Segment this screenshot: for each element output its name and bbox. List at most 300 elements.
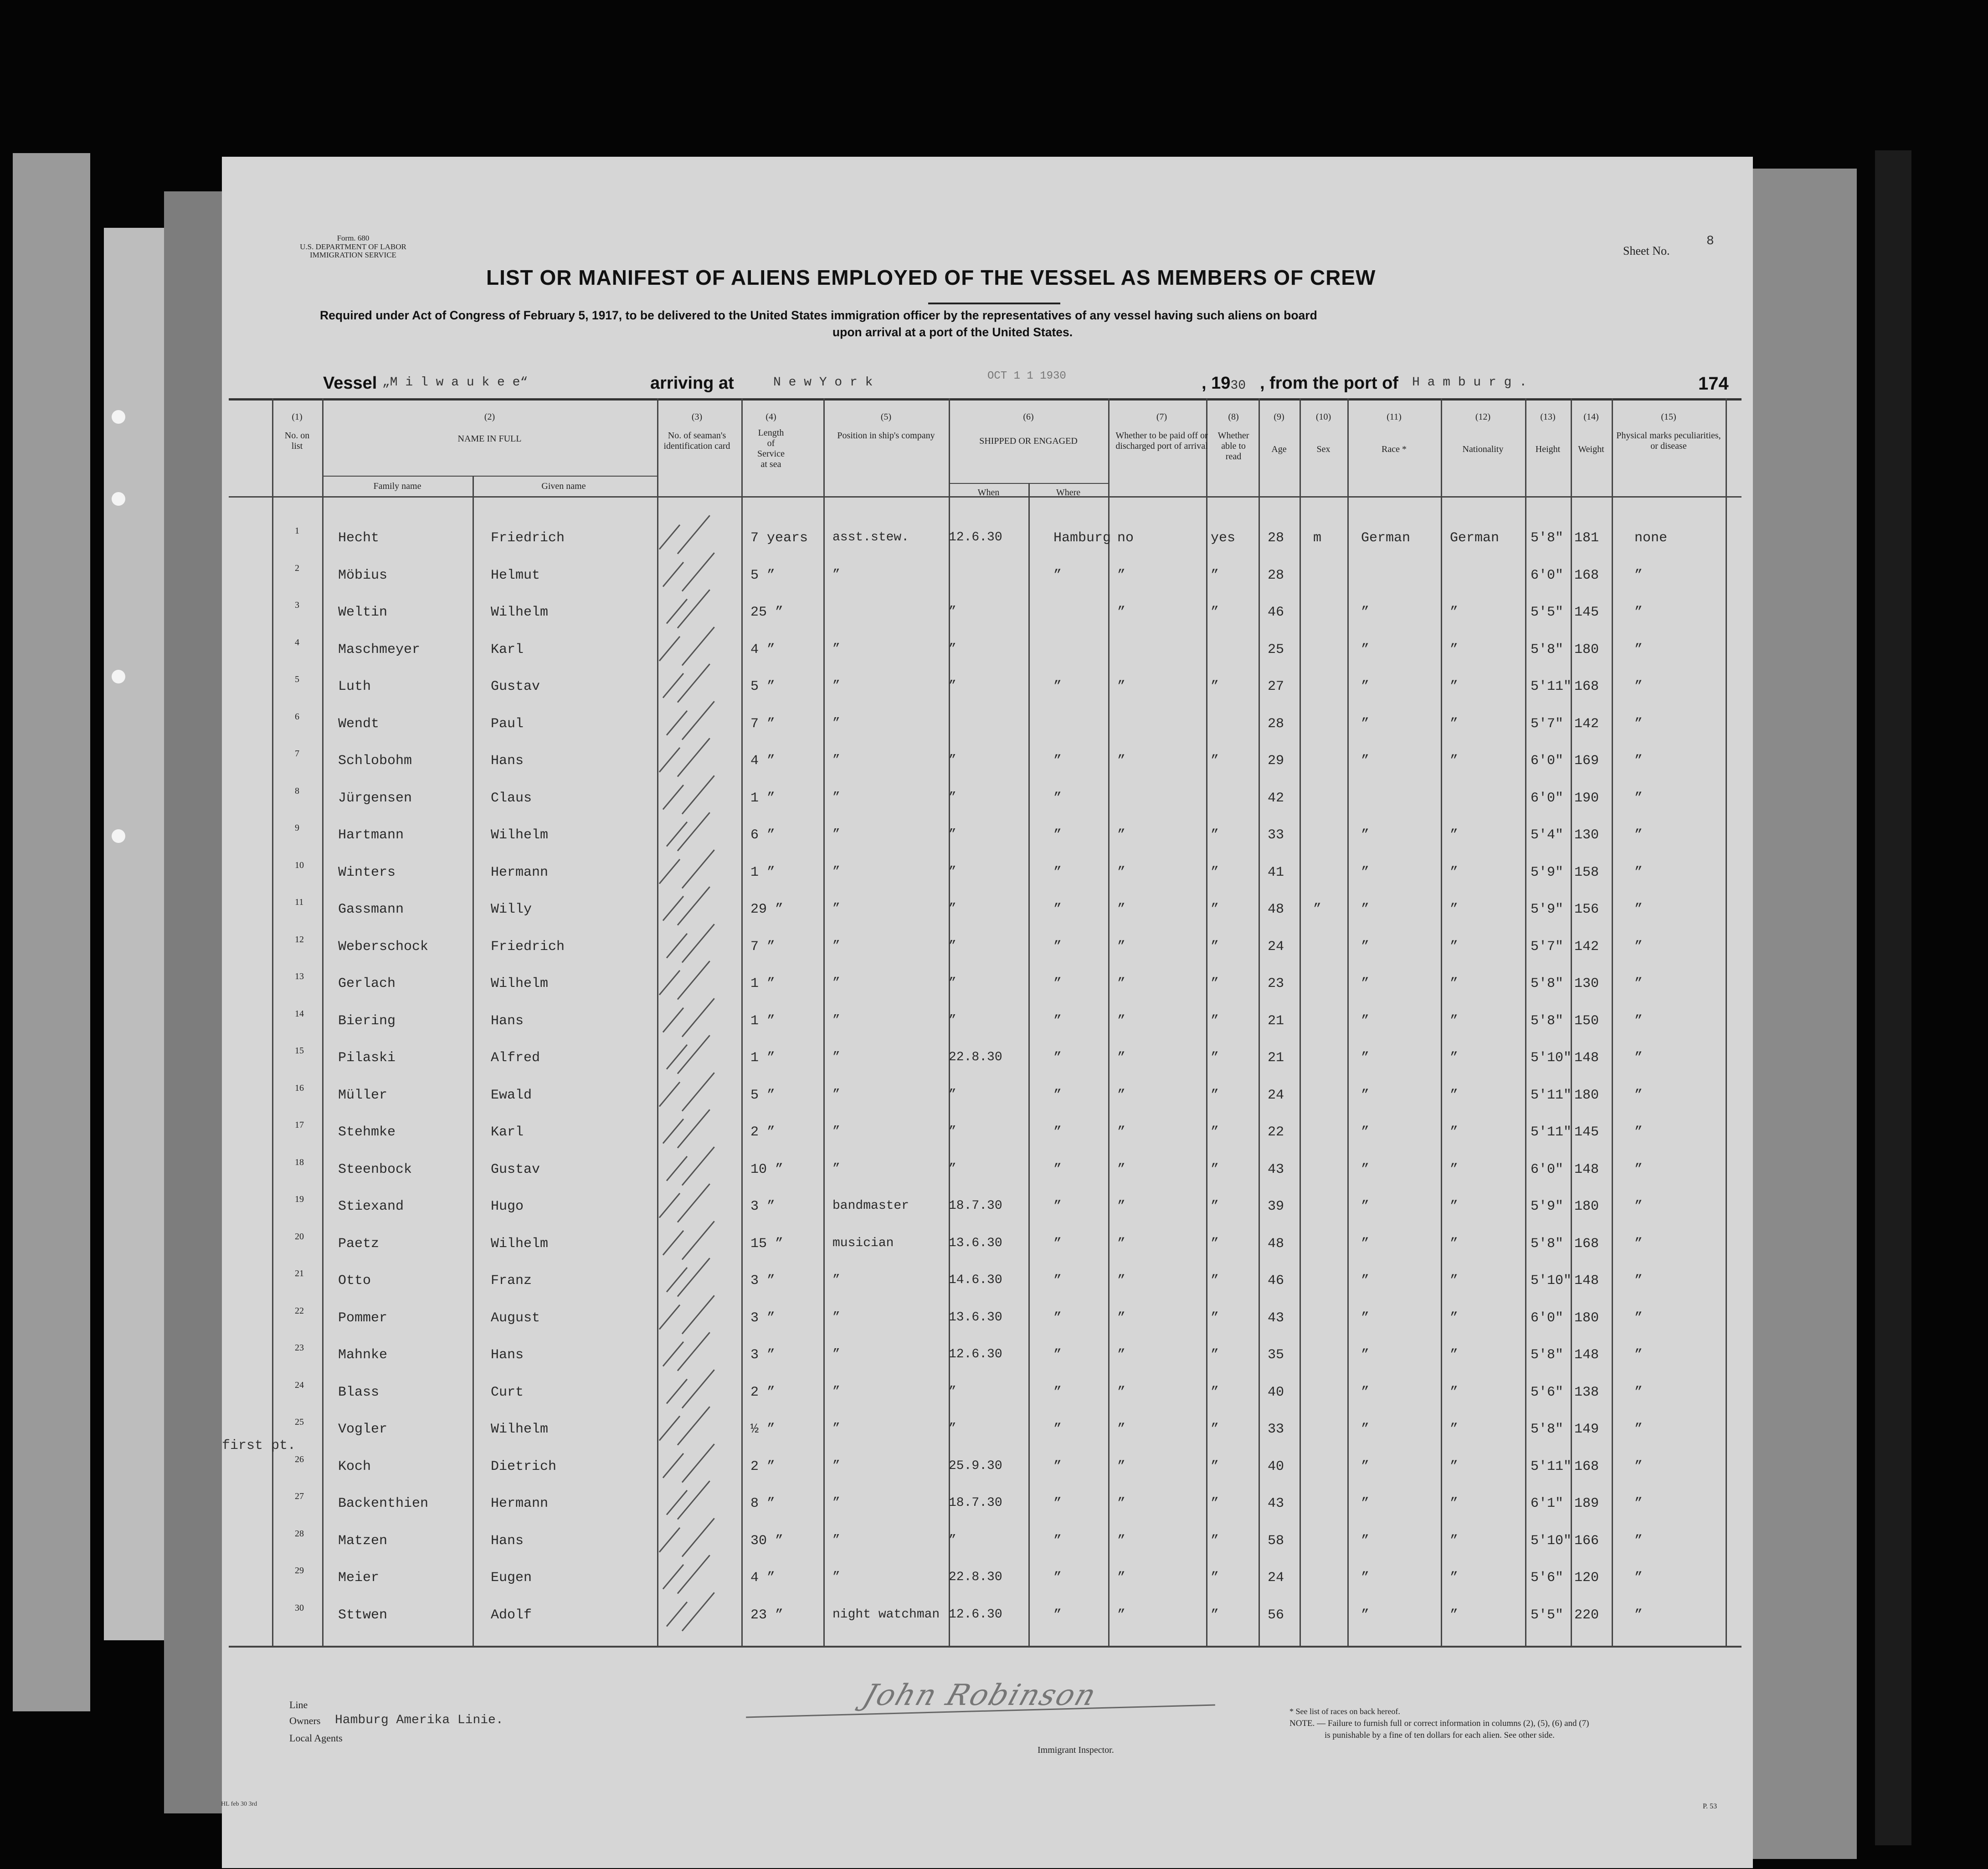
- check-mark: [677, 1109, 710, 1148]
- manifest-sheet: [222, 157, 1753, 1868]
- shipped-when: 18.7.30: [949, 1199, 1002, 1213]
- height: 6'0": [1531, 1161, 1564, 1177]
- position: ”: [832, 1124, 840, 1139]
- arrival-stamp: OCT 1 1 1930: [987, 370, 1066, 382]
- age: 33: [1268, 1422, 1284, 1437]
- family-name: Pommer: [338, 1310, 388, 1326]
- weight: 145: [1574, 605, 1599, 620]
- shipped-when: ”: [949, 1087, 956, 1102]
- paid-off: ”: [1117, 827, 1126, 843]
- nationality: ”: [1450, 1199, 1459, 1214]
- given-name: Hans: [491, 1347, 524, 1363]
- service-length: 4 ”: [750, 753, 776, 769]
- weight: 189: [1574, 1496, 1599, 1511]
- physical-marks: ”: [1634, 1496, 1643, 1511]
- service-length: 15 ”: [750, 1236, 784, 1252]
- shipped-where: ”: [1053, 1199, 1062, 1214]
- col2a-header: Family name: [373, 481, 421, 491]
- age: 29: [1268, 753, 1284, 769]
- height: 5'8": [1531, 642, 1564, 657]
- row-number: 8: [295, 786, 299, 796]
- physical-marks: ”: [1634, 976, 1643, 991]
- race: ”: [1361, 902, 1370, 917]
- row-number: 4: [295, 637, 299, 647]
- given-name: Hermann: [491, 1496, 549, 1511]
- nationality: ”: [1450, 1087, 1459, 1103]
- nationality: ”: [1450, 1347, 1459, 1363]
- family-name: Matzen: [338, 1533, 388, 1549]
- punch-hole: [112, 829, 125, 843]
- family-name: Koch: [338, 1458, 371, 1474]
- shipped-where: ”: [1053, 1496, 1062, 1511]
- weight: 181: [1574, 530, 1599, 546]
- position: ”: [832, 1458, 840, 1473]
- race: ”: [1361, 679, 1370, 694]
- able-to-read: ”: [1211, 1607, 1219, 1623]
- position: ”: [832, 1013, 840, 1027]
- able-to-read: ”: [1211, 1533, 1219, 1549]
- shipped-when: ”: [949, 642, 956, 656]
- column-rule: [741, 398, 743, 1646]
- check-mark: [659, 1304, 680, 1330]
- check-mark: [677, 886, 710, 925]
- paid-off: ”: [1117, 1236, 1126, 1252]
- family-name: Weltin: [338, 605, 388, 620]
- check-mark: [663, 561, 684, 587]
- age: 28: [1268, 530, 1284, 546]
- row-number: 6: [295, 711, 299, 722]
- position: ”: [832, 902, 840, 916]
- shipped-when: 14.6.30: [949, 1273, 1002, 1287]
- col4-header: Length of Service at sea: [757, 428, 785, 469]
- height: 5'8": [1531, 1422, 1564, 1437]
- shipped-where: ”: [1053, 1013, 1062, 1029]
- given-name: Gustav: [491, 1161, 540, 1177]
- service-length: ½ ”: [750, 1422, 776, 1437]
- able-to-read: ”: [1211, 1273, 1219, 1289]
- check-mark: [677, 1258, 710, 1297]
- family-name: Otto: [338, 1273, 371, 1289]
- paid-off: ”: [1117, 679, 1126, 694]
- column-rule: [657, 398, 658, 1646]
- physical-marks: ”: [1634, 1310, 1643, 1326]
- age: 42: [1268, 790, 1284, 806]
- height: 5'9": [1531, 1199, 1564, 1214]
- age: 39: [1268, 1199, 1284, 1214]
- arriving-port: N e w Y o r k: [773, 375, 873, 390]
- row-number: 24: [295, 1380, 304, 1390]
- race: ”: [1361, 1124, 1370, 1140]
- able-to-read: ”: [1211, 567, 1219, 583]
- col4-number: (4): [765, 412, 776, 422]
- row-number: 7: [295, 749, 299, 759]
- inspector-label: Immigrant Inspector.: [1038, 1745, 1114, 1755]
- nationality: German: [1450, 530, 1500, 546]
- check-mark: [659, 747, 680, 773]
- shipped-when: 12.6.30: [949, 530, 1002, 544]
- position: ”: [832, 753, 840, 767]
- subtitle-line2: upon arrival at a port of the United States.: [832, 325, 1073, 339]
- able-to-read: ”: [1211, 1013, 1219, 1029]
- weight: 156: [1574, 902, 1599, 917]
- height: 6'0": [1531, 567, 1564, 583]
- race: ”: [1361, 1273, 1370, 1289]
- service-length: 7 ”: [750, 716, 776, 732]
- shipped-when: ”: [949, 790, 956, 805]
- col11-number: (11): [1387, 412, 1402, 422]
- row-number: 9: [295, 823, 299, 833]
- given-name: Paul: [491, 716, 524, 732]
- shipped-where: ”: [1053, 567, 1062, 583]
- form-title: LIST OR MANIFEST OF ALIENS EMPLOYED OF THE VESSEL AS MEMBERS OF CREW: [486, 266, 1376, 289]
- nationality: ”: [1450, 605, 1459, 620]
- race: ”: [1361, 1570, 1370, 1586]
- shipped-where: ”: [1053, 753, 1062, 769]
- nationality: ”: [1450, 976, 1459, 991]
- form-code: P. 53: [1703, 1802, 1717, 1810]
- col7-header: Whether to be paid off or discharged port of arrival: [1115, 431, 1208, 451]
- physical-marks: ”: [1634, 679, 1643, 694]
- col11-header: Race *: [1382, 444, 1407, 454]
- height: 5'10": [1531, 1273, 1572, 1289]
- year-prefix: , 19: [1202, 374, 1231, 393]
- nationality: ”: [1450, 1273, 1459, 1289]
- row-number: 27: [295, 1491, 304, 1501]
- subtitle-line1: Required under Act of Congress of February 5, 1917, to be delivered to the United States immigration officer by the representatives of any vessel having such aliens on board: [320, 308, 1317, 322]
- paid-off: ”: [1117, 1607, 1126, 1623]
- row-number: 11: [295, 897, 304, 907]
- check-mark: [682, 775, 715, 814]
- able-to-read: ”: [1211, 605, 1219, 620]
- able-to-read: ”: [1211, 1161, 1219, 1177]
- row-number: 20: [295, 1231, 304, 1242]
- race: ”: [1361, 1496, 1370, 1511]
- weight: 149: [1574, 1422, 1599, 1437]
- nationality: ”: [1450, 1050, 1459, 1066]
- physical-marks: ”: [1634, 1607, 1643, 1623]
- position: ”: [832, 939, 840, 953]
- paid-off: ”: [1117, 605, 1126, 620]
- row-number: 14: [295, 1008, 304, 1019]
- row-number: 21: [295, 1268, 304, 1279]
- check-mark: [659, 858, 680, 884]
- service-length: 5 ”: [750, 567, 776, 583]
- shipped-where: ”: [1053, 1458, 1062, 1474]
- race: ”: [1361, 827, 1370, 843]
- service-length: 1 ”: [750, 976, 776, 991]
- given-name: Dietrich: [491, 1458, 557, 1474]
- col3-header: No. of seaman's identification card: [663, 431, 730, 451]
- height: 5'8": [1531, 976, 1564, 991]
- footer-line-label: Line: [289, 1699, 308, 1710]
- nationality: ”: [1450, 753, 1459, 769]
- family-name: Weberschock: [338, 939, 429, 955]
- height: 5'8": [1531, 1236, 1564, 1252]
- paid-off: ”: [1117, 1496, 1126, 1511]
- column-rule: [1028, 483, 1030, 1646]
- column-rule: [1612, 398, 1613, 1646]
- nationality: ”: [1450, 1458, 1459, 1474]
- col13-header: Height: [1535, 444, 1561, 454]
- physical-marks: ”: [1634, 1013, 1643, 1029]
- shipped-when: ”: [949, 827, 956, 842]
- physical-marks: ”: [1634, 1199, 1643, 1214]
- nationality: ”: [1450, 1236, 1459, 1252]
- nationality: ”: [1450, 1533, 1459, 1549]
- physical-marks: ”: [1634, 753, 1643, 769]
- physical-marks: ”: [1634, 827, 1643, 843]
- column-rule: [1259, 398, 1260, 1646]
- col1-number: (1): [292, 412, 303, 422]
- family-name: Sttwen: [338, 1607, 388, 1623]
- column-rule: [1441, 398, 1442, 1646]
- shipped-when: ”: [949, 1422, 956, 1436]
- family-name: Meier: [338, 1570, 380, 1586]
- row-number: 18: [295, 1157, 304, 1167]
- service-length: 5 ”: [750, 679, 776, 694]
- row-number: 30: [295, 1602, 304, 1613]
- shipped-when: 13.6.30: [949, 1236, 1002, 1250]
- race: ”: [1361, 1458, 1370, 1474]
- family-name: Jürgensen: [338, 790, 412, 806]
- service-length: 25 ”: [750, 605, 784, 620]
- shipped-when: ”: [949, 902, 956, 916]
- paid-off: ”: [1117, 1087, 1126, 1103]
- height: 5'8": [1531, 1347, 1564, 1363]
- shipped-where: ”: [1053, 827, 1062, 843]
- col6-number: (6): [1023, 412, 1034, 422]
- physical-marks: ”: [1634, 1384, 1643, 1400]
- row-number: 28: [295, 1528, 304, 1539]
- shipped-when: 22.8.30: [949, 1050, 1002, 1064]
- check-mark: [677, 1183, 710, 1222]
- col8-number: (8): [1228, 412, 1239, 422]
- check-mark: [677, 738, 710, 777]
- row-number: 23: [295, 1343, 304, 1353]
- service-length: 30 ”: [750, 1533, 784, 1549]
- position: ”: [832, 1570, 840, 1584]
- check-mark: [677, 1035, 710, 1074]
- age: 41: [1268, 864, 1284, 880]
- note-line1: NOTE. — Failure to furnish full or correct information in columns (2), (5), (6) and (7): [1289, 1719, 1589, 1728]
- check-mark: [682, 1295, 715, 1334]
- shipped-where: ”: [1053, 1236, 1062, 1252]
- age: 28: [1268, 567, 1284, 583]
- sheet-number: 8: [1706, 234, 1714, 248]
- row-number: 22: [295, 1305, 304, 1316]
- check-mark: [659, 970, 680, 996]
- height: 5'10": [1531, 1050, 1572, 1066]
- from-port: H a m b u r g .: [1412, 375, 1527, 390]
- check-mark: [666, 1155, 688, 1181]
- age: 46: [1268, 1273, 1284, 1289]
- able-to-read: ”: [1211, 827, 1219, 843]
- height: 5'5": [1531, 605, 1564, 620]
- row-number: 29: [295, 1566, 304, 1576]
- height: 5'8": [1531, 1013, 1564, 1029]
- height: 6'0": [1531, 1310, 1564, 1326]
- col9-number: (9): [1274, 412, 1284, 422]
- given-name: Wilhelm: [491, 827, 549, 843]
- height: 5'9": [1531, 864, 1564, 880]
- shipped-when: ”: [949, 679, 956, 693]
- given-name: Gustav: [491, 679, 540, 694]
- race: ”: [1361, 1050, 1370, 1066]
- check-mark: [659, 1416, 680, 1441]
- col7-number: (7): [1156, 412, 1167, 422]
- height: 5'7": [1531, 939, 1564, 955]
- position: ”: [832, 679, 840, 693]
- family-name: Schlobohm: [338, 753, 412, 769]
- position: ”: [832, 790, 840, 805]
- height: 5'10": [1531, 1533, 1572, 1549]
- physical-marks: ”: [1634, 1273, 1643, 1289]
- weight: 180: [1574, 1199, 1599, 1214]
- row-number: 25: [295, 1417, 304, 1427]
- weight: 168: [1574, 567, 1599, 583]
- shipped-where: ”: [1053, 1570, 1062, 1586]
- service-length: 4 ”: [750, 1570, 776, 1586]
- arriving-label: arriving at: [650, 374, 734, 393]
- col2-number: (2): [484, 412, 495, 422]
- nationality: ”: [1450, 716, 1459, 732]
- age: 35: [1268, 1347, 1284, 1363]
- check-mark: [677, 1406, 710, 1445]
- column-rule: [473, 476, 474, 1646]
- nationality: ”: [1450, 1570, 1459, 1586]
- physical-marks: ”: [1634, 1087, 1643, 1103]
- physical-marks: ”: [1634, 864, 1643, 880]
- race: ”: [1361, 939, 1370, 955]
- physical-marks: ”: [1634, 1236, 1643, 1252]
- age: 24: [1268, 939, 1284, 955]
- check-mark: [666, 710, 688, 735]
- shipped-where: ”: [1053, 679, 1062, 694]
- able-to-read: ”: [1211, 1310, 1219, 1326]
- position: night watchman: [832, 1607, 940, 1622]
- check-mark: [663, 1453, 684, 1478]
- shipped-when: 12.6.30: [949, 1347, 1002, 1361]
- age: 48: [1268, 1236, 1284, 1252]
- weight: 180: [1574, 642, 1599, 657]
- service-length: 1 ”: [750, 864, 776, 880]
- check-mark: [682, 1146, 715, 1186]
- family-name: Möbius: [338, 567, 388, 583]
- check-mark: [659, 636, 680, 661]
- check-mark: [663, 896, 684, 921]
- note-line2: is punishable by a fine of ten dollars for each alien. See other side.: [1325, 1730, 1555, 1740]
- shipped-where: ”: [1053, 1422, 1062, 1437]
- position: ”: [832, 567, 840, 582]
- check-mark: [666, 1601, 688, 1627]
- race: ”: [1361, 716, 1370, 732]
- family-name: Stehmke: [338, 1124, 396, 1140]
- check-mark: [663, 1007, 684, 1032]
- position: ”: [832, 827, 840, 842]
- weight: 166: [1574, 1533, 1599, 1549]
- shipped-when: ”: [949, 753, 956, 767]
- able-to-read: ”: [1211, 1236, 1219, 1252]
- position: musician: [832, 1236, 894, 1250]
- col12-number: (12): [1475, 412, 1491, 422]
- paid-off: ”: [1117, 1273, 1126, 1289]
- service-length: 6 ”: [750, 827, 776, 843]
- physical-marks: ”: [1634, 790, 1643, 806]
- shipped-where: ”: [1053, 1124, 1062, 1140]
- nationality: ”: [1450, 827, 1459, 843]
- given-name: Franz: [491, 1273, 532, 1289]
- age: 40: [1268, 1458, 1284, 1474]
- from-port-label: , from the port of: [1260, 374, 1398, 393]
- paid-off: ”: [1117, 1570, 1126, 1586]
- inspector-signature: John Robinson: [858, 1679, 1101, 1712]
- weight: 148: [1574, 1161, 1599, 1177]
- weight: 148: [1574, 1347, 1599, 1363]
- row-number: 2: [295, 563, 299, 573]
- position: ”: [832, 864, 840, 879]
- height: 5'6": [1531, 1570, 1564, 1586]
- given-name: Hans: [491, 1533, 524, 1549]
- race: ”: [1361, 605, 1370, 620]
- col12-header: Nationality: [1462, 444, 1504, 454]
- service-length: 4 ”: [750, 642, 776, 657]
- age: 46: [1268, 605, 1284, 620]
- able-to-read: ”: [1211, 1124, 1219, 1140]
- service-length: 5 ”: [750, 1087, 776, 1103]
- form-number: Form. 680: [337, 234, 370, 242]
- paid-off: ”: [1117, 567, 1126, 583]
- family-name: Stiexand: [338, 1199, 404, 1214]
- check-mark: [682, 1369, 715, 1408]
- race: ”: [1361, 1161, 1370, 1177]
- check-mark: [682, 1592, 715, 1631]
- column-rule: [1726, 398, 1727, 1646]
- physical-marks: ”: [1634, 1422, 1643, 1437]
- punch-hole: [112, 410, 125, 424]
- service-length: 2 ”: [750, 1384, 776, 1400]
- margin-note: first pt.: [222, 1438, 296, 1453]
- family-name: Hecht: [338, 530, 380, 546]
- race: ”: [1361, 1533, 1370, 1549]
- shipped-where: ”: [1053, 1273, 1062, 1289]
- weight: 145: [1574, 1124, 1599, 1140]
- service-length: 7 years: [750, 530, 808, 546]
- col15-number: (15): [1661, 412, 1676, 422]
- col14-header: Weight: [1578, 444, 1604, 454]
- col6a-header: When: [977, 488, 1000, 498]
- shipped-when: 12.6.30: [949, 1607, 1002, 1622]
- col6b-header: Where: [1056, 488, 1081, 498]
- row-number: 12: [295, 934, 304, 945]
- check-mark: [682, 998, 715, 1037]
- shipped-when: ”: [949, 1384, 956, 1399]
- col2b-header: Given name: [541, 481, 586, 491]
- age: 24: [1268, 1087, 1284, 1103]
- age: 23: [1268, 976, 1284, 991]
- given-name: Wilhelm: [491, 976, 549, 991]
- paid-off: ”: [1117, 864, 1126, 880]
- vessel-name: „M i l w a u k e e“: [382, 375, 528, 390]
- able-to-read: yes: [1211, 530, 1236, 546]
- weight: 220: [1574, 1607, 1599, 1623]
- binding-strip-inner: [104, 228, 168, 1640]
- binding-strip-left: [13, 153, 90, 1711]
- check-mark: [677, 589, 710, 628]
- position: ”: [832, 1384, 840, 1399]
- nationality: ”: [1450, 1310, 1459, 1326]
- service: IMMIGRATION SERVICE: [310, 251, 396, 260]
- position: ”: [832, 1087, 840, 1102]
